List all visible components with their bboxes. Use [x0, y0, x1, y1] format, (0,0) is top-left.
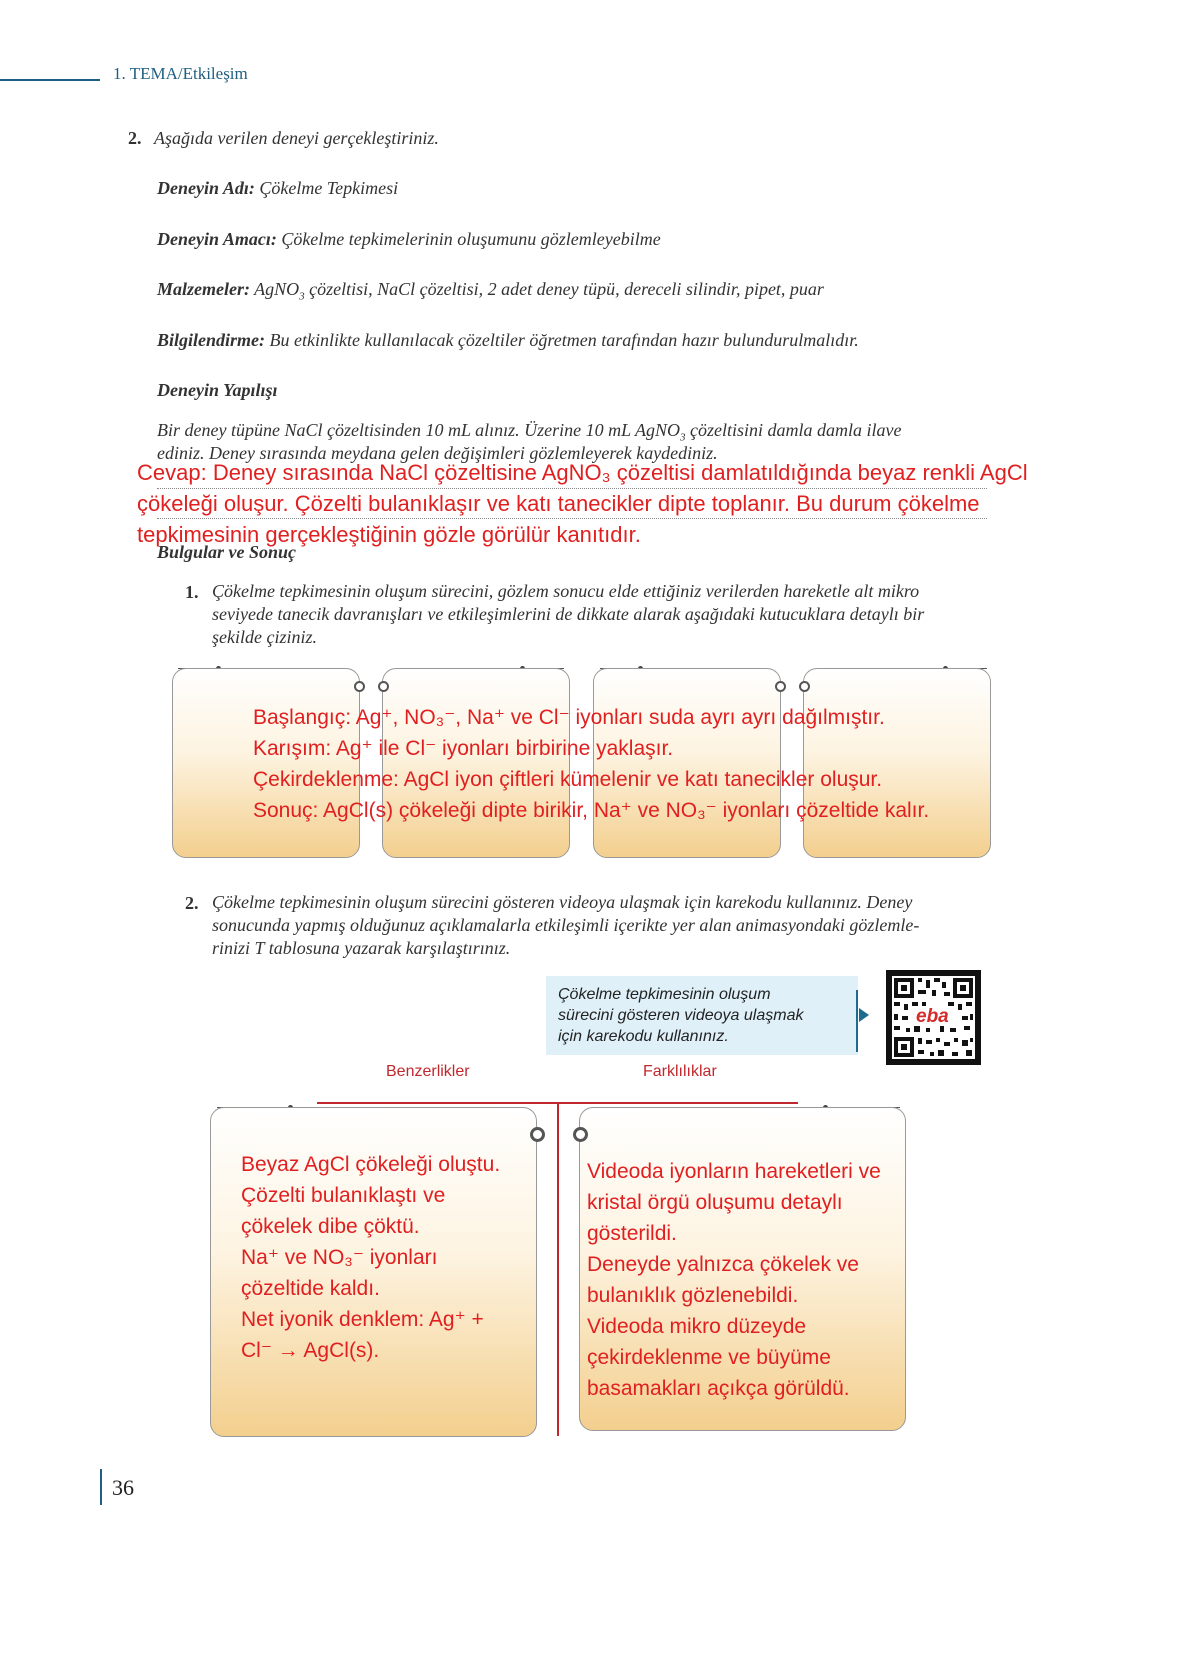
info-value: Bu etkinlikte kullanılacak çözeltiler öğretmen tarafından hazır bulundurulmalıdır.	[269, 330, 859, 350]
experiment-aim	[157, 227, 661, 251]
header-theme: 1. TEMA	[113, 64, 178, 83]
materials-sub: 3	[299, 290, 305, 303]
similarities-line: Beyaz AgCl çökeleği oluştu.	[241, 1153, 501, 1176]
differences-line: çekirdeklenme ve büyüme	[587, 1346, 831, 1369]
similarities-line: çökelek dibe çöktü.	[241, 1215, 420, 1238]
q1-number: 1.	[185, 582, 199, 602]
section-intro-text: Aşağıda verilen deneyi gerçekleştiriniz.	[154, 128, 439, 148]
qr-arrow-icon	[859, 1008, 869, 1022]
qr-note	[546, 976, 858, 1055]
box-ring	[799, 681, 810, 692]
q1-answer-line: Çekirdeklenme: AgCl iyon çiftleri kümelenir ve katı tanecikler oluşur.	[253, 768, 883, 791]
results-title: Bulgular ve Sonuç	[157, 542, 297, 562]
materials-value-a: AgNO	[254, 279, 300, 299]
materials-value-b: çözeltisi, NaCl çözeltisi, 2 adet deney tüpü, dereceli silindir, pipet, puar	[304, 279, 824, 299]
differences-line: kristal örgü oluşumu detaylı	[587, 1191, 843, 1214]
similarities-line: Çözelti bulanıklaştı ve	[241, 1184, 446, 1207]
differences-line: gösterildi.	[587, 1222, 677, 1245]
materials-label: Malzemeler:	[157, 279, 250, 299]
page-number: 36	[112, 1475, 134, 1500]
q2-number: 2.	[185, 893, 199, 913]
qr-code[interactable]	[886, 970, 981, 1065]
procedure-a: Bir deney tüpüne NaCl çözeltisinden 10 mL alınız. Üzerine 10 mL AgNO	[157, 420, 680, 440]
q1-text	[212, 580, 924, 649]
differences-line: Videoda mikro düzeyde	[587, 1315, 807, 1338]
box-ring	[530, 1127, 545, 1142]
section-intro	[128, 126, 439, 150]
procedure-answer-line: çökeleği oluşur. Çözelti bulanıklaşır ve katı tanecikler dipte toplanır. Bu durum çökelme	[137, 491, 980, 516]
similarities-line: Cl⁻ → AgCl(s).	[241, 1339, 380, 1362]
footer-rule	[100, 1469, 102, 1505]
box-ring	[573, 1127, 588, 1142]
q2-text-line: Çökelme tepkimesinin oluşum sürecini gösteren videoya ulaşmak için karekodu kullanınız. Deney	[212, 892, 913, 912]
experiment-materials	[157, 277, 824, 309]
t-table-vertical	[557, 1102, 559, 1436]
q1-answer-line: Karışım: Ag⁺ ile Cl⁻ iyonları birbirine yaklaşır.	[253, 737, 674, 760]
q1-text-line: şekilde çiziniz.	[212, 627, 317, 647]
experiment-name-value: Çökelme Tepkimesi	[259, 178, 399, 198]
q2-text	[212, 891, 919, 960]
q1-text-line: Çökelme tepkimesinin oluşum sürecini, gözlem sonucu elde ettiğiniz verilerden hareketle alt mikro	[212, 581, 920, 601]
experiment-name	[157, 176, 398, 200]
q1-answer-line: Başlangıç: Ag⁺, NO₃⁻, Na⁺ ve Cl⁻ iyonları suda ayrı ayrı dağılmıştır.	[253, 706, 885, 729]
similarities-line: Net iyonik denklem: Ag⁺ +	[241, 1308, 484, 1331]
header-rule	[0, 79, 100, 81]
qr-logo: eba	[916, 1006, 949, 1027]
qr-note-line: Çökelme tepkimesinin oluşum	[558, 986, 771, 1003]
info-label: Bilgilendirme:	[157, 330, 265, 350]
q2-text-line: rinizi T tablosuna yazarak karşılaştırınız.	[212, 938, 511, 958]
procedure-answer	[137, 457, 1028, 550]
procedure-sub: 3	[680, 431, 686, 444]
qr-note-bar	[856, 990, 858, 1052]
header-topic: Etkileşim	[182, 64, 248, 83]
differences-line: Videoda iyonların hareketleri ve	[587, 1160, 881, 1183]
experiment-aim-label: Deneyin Amacı:	[157, 229, 277, 249]
qr-note-line: için karekodu kullanınız.	[558, 1028, 729, 1045]
procedure-b: çözeltisini damla damla ilave	[685, 420, 902, 440]
differences-line: basamakları açıkça görüldü.	[587, 1377, 850, 1400]
differences-answer	[587, 1156, 881, 1404]
experiment-info	[157, 328, 859, 352]
section-number: 2.	[128, 128, 142, 148]
box-ring	[378, 681, 389, 692]
procedure-text-line2: ediniz. Deney sırasında meydana gelen değişimleri gözlemleyerek kaydediniz.	[157, 443, 718, 463]
q1-answer-line: Sonuç: AgCl(s) çökeleği dipte birikir, Na⁺ ve NO₃⁻ iyonları çözeltide kalır.	[253, 799, 930, 822]
procedure-answer-line: tepkimesinin gerçekleştiğinin gözle görülür kanıtıdır.	[137, 522, 641, 547]
q1-text-line: seviyede tanecik davranışları ve etkileşimlerini de dikkate alarak aşağıdaki kutucuklara detaylı bir	[212, 604, 925, 624]
q2-text-line: sonucunda yapmış olduğunuz açıklamalarla etkileşimli içerikte yer alan animasyondaki gözlemle-	[212, 915, 920, 935]
box-ring	[354, 681, 365, 692]
procedure-answer-line: Cevap: Deney sırasında NaCl çözeltisine AgNO₃ çözeltisi damlatıldığında beyaz renkli AgCl	[137, 460, 1028, 485]
similarities-label: Benzerlikler	[386, 1063, 470, 1080]
differences-line: Deneyde yalnızca çökelek ve	[587, 1253, 859, 1276]
procedure-title: Deneyin Yapılışı	[157, 380, 278, 400]
header-sep: /	[177, 64, 183, 83]
similarities-line: Na⁺ ve NO₃⁻ iyonları	[241, 1246, 438, 1269]
box-ring	[775, 681, 786, 692]
experiment-aim-value: Çökelme tepkimelerinin oluşumunu gözlemleyebilme	[281, 229, 661, 249]
differences-line: bulanıklık gözlenebildi.	[587, 1284, 799, 1307]
differences-label: Farklılıklar	[643, 1063, 717, 1080]
qr-note-line: sürecini gösteren videoya ulaşmak	[558, 1007, 804, 1024]
experiment-name-label: Deneyin Adı:	[157, 178, 255, 198]
q1-answer	[253, 702, 929, 826]
similarities-line: çözeltide kaldı.	[241, 1277, 380, 1300]
similarities-answer	[241, 1149, 500, 1366]
header-title	[113, 64, 248, 84]
